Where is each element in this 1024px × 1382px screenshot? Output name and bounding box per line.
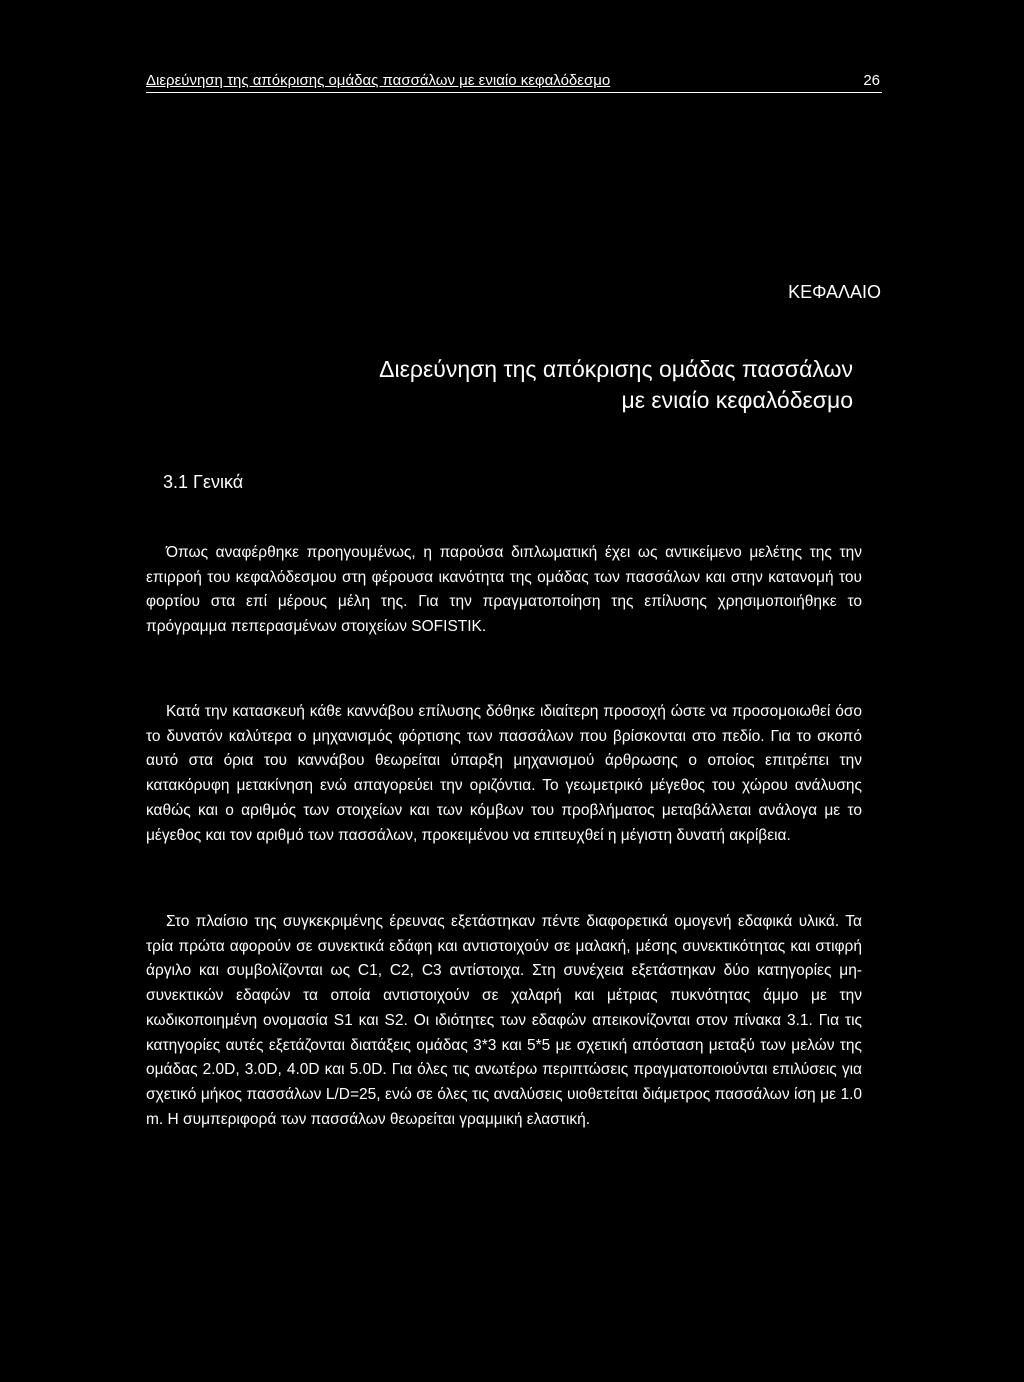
chapter-title — [240, 354, 853, 416]
running-header — [146, 70, 882, 93]
body-paragraph: Κατά την κατασκευή κάθε καννάβου επίλυσης δόθηκε ιδιαίτερη προσοχή ώστε να προσομοιωθεί όσο το δυνατόν καλύτερα ο μηχανισμός φόρτισης των πασσάλων που βρίσκονται στο πεδίο. Για το σκοπό αυτό στα όρια του καννάβου θεωρείται ύπαρξη μηχανισμού άρθρωσης ο οποίος επιτρέπει την κατακόρυφη μετακίνηση ενώ απαγορεύει την οριζόντια. Το γεωμετρικό μέγεθος του χώρου ανάλυσης καθώς και ο αριθμός των στοιχείων και των κόμβων του προβλήματος μεταβάλλεται ανάλογα με το μέγεθος και τον αριθμό των πασσάλων, προκειμένου να επιτευχθεί η μέγιστη δυνατή ακρίβεια. — [146, 703, 862, 844]
section-heading: 3.1 Γενικά — [163, 472, 244, 492]
body-paragraph: Όπως αναφέρθηκε προηγουμένως, η παρούσα διπλωματική έχει ως αντικείμενο μελέτης της την επιρροή του κεφαλόδεσμου στη φέρουσα ικανότητα της ομάδας των πασσάλων και στην κατανομή του φορτίου στα επί μέρους μέλη της. Για την πραγματοποίηση της επίλυσης χρησιμοποιήθηκε το πρόγραμμα πεπερασμένων στοιχείων SOFISTIK. — [146, 544, 862, 636]
chapter-label: ΚΕΦΑΛΑΙΟ — [788, 282, 881, 302]
header-title: Διερεύνηση της απόκρισης ομάδας πασσάλων με ενιαίο κεφαλόδεσμο — [146, 72, 611, 89]
chapter-title-line-1: Διερεύνηση της απόκρισης ομάδας πασσάλων — [379, 356, 853, 382]
page-number: 26 — [863, 72, 880, 89]
chapter-title-line-2: με ενιαίο κεφαλόδεσμο — [621, 387, 853, 413]
body-paragraph: Στο πλαίσιο της συγκεκριμένης έρευνας εξετάστηκαν πέντε διαφορετικά ομογενή εδαφικά υλικά. Τα τρία πρώτα αφορούν σε συνεκτικά εδάφη και αντιστοιχούν σε μαλακή, μέσης συνεκτικότητας και στιφρή άργιλο και συμβολίζονται ως C1, C2, C3 αντίστοιχα. Στη συνέχεια εξετάστηκαν δύο κατηγορίες μη-συνεκτικών εδαφών τα οποία αντιστοιχούν σε χαλαρή και μέτριας πυκνότητας άμμο με την κωδικοποιημένη ονομασία S1 και S2. Οι ιδιότητες των εδαφών απεικονίζονται στον πίνακα 3.1. Για τις κατηγορίες αυτές εξετάζονται διατάξεις ομάδας 3*3 και 5*5 με σχετική απόσταση μεταξύ των μελών της ομάδας 2.0D, 3.0D, 4.0D και 5.0D. Για όλες τις ανωτέρω περιπτώσεις πραγματοποιούνται επιλύσεις για σχετικό μήκος πασσάλων L/D=25, ενώ σε όλες τις αναλύσεις υιοθετείται διάμετρος πασσάλων ίση με 1.0 m. Η συμπεριφορά των πασσάλων θεωρείται γραμμική ελαστική. — [146, 913, 862, 1128]
